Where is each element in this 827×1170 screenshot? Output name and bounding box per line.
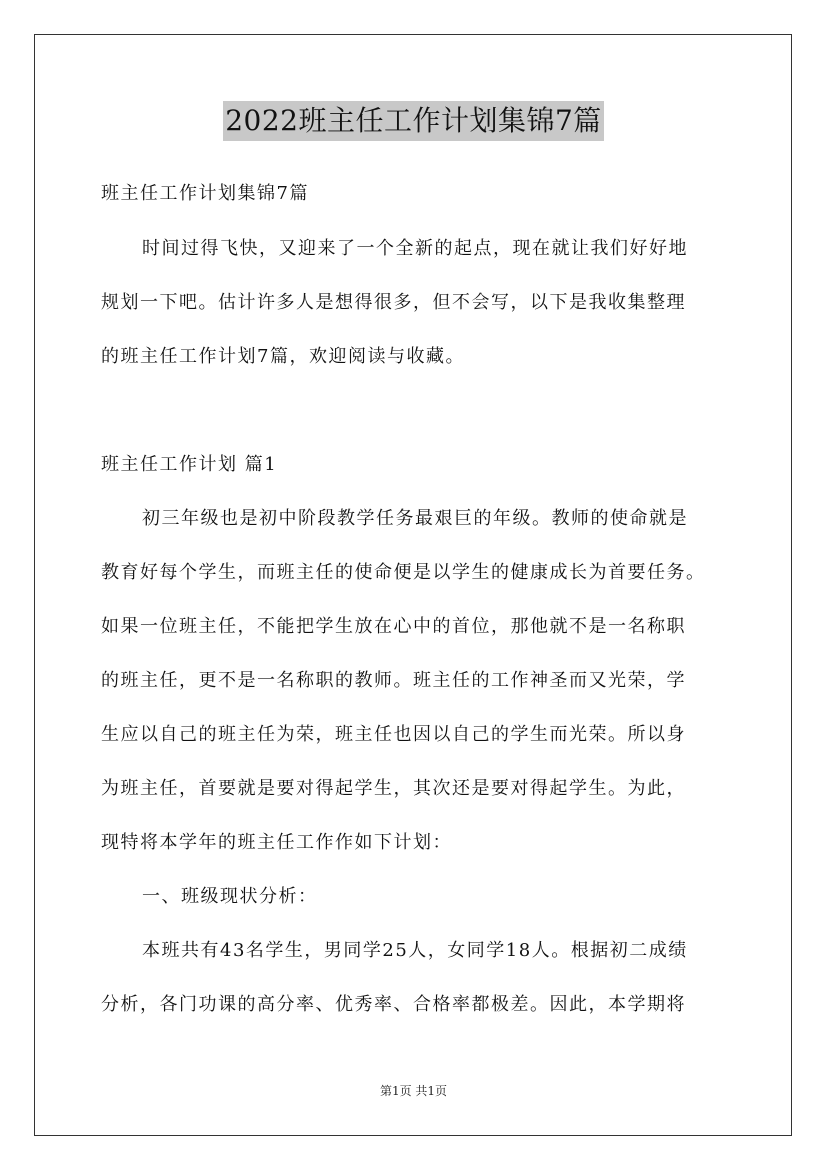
intro-paragraph-line: 规划一下吧。估计许多人是想得很多，但不会写，以下是我收集整理 [101,292,686,313]
body-paragraph-line: 分析，各门功课的高分率、优秀率、合格率都极差。因此，本学期将 [101,994,686,1015]
body-paragraph-line: 如果一位班主任，不能把学生放在心中的首位，那他就不是一名称职 [101,616,686,637]
body-paragraph-line: 教育好每个学生，而班主任的使命便是以学生的健康成长为首要任务。 [101,562,706,583]
subtitle: 班主任工作计划集锦7篇 [101,183,309,204]
intro-paragraph-line: 时间过得飞快，又迎来了一个全新的起点，现在就让我们好好地 [142,238,688,259]
section-heading: 班主任工作计划 篇1 [101,454,278,475]
body-paragraph-line: 生应以自己的班主任为荣，班主任也因以自己的学生而光荣。所以身 [101,724,686,745]
page-footer: 第1页 共1页 [379,1084,448,1098]
body-paragraph-line: 现特将本学年的班主任工作作如下计划： [101,832,452,853]
intro-paragraph-line: 的班主任工作计划7篇，欢迎阅读与收藏。 [101,346,465,367]
body-paragraph-line: 本班共有43名学生，男同学25人，女同学18人。根据初二成绩 [142,940,688,961]
body-paragraph-line: 初三年级也是初中阶段教学任务最艰巨的年级。教师的使命就是 [142,508,688,529]
title-container [0,101,827,141]
subsection-heading: 一、班级现状分析： [142,886,318,907]
body-paragraph-line: 的班主任，更不是一名称职的教师。班主任的工作神圣而又光荣，学 [101,670,686,691]
document-title: 2022班主任工作计划集锦7篇 [223,101,604,141]
body-paragraph-line: 为班主任，首要就是要对得起学生，其次还是要对得起学生。为此， [101,778,686,799]
